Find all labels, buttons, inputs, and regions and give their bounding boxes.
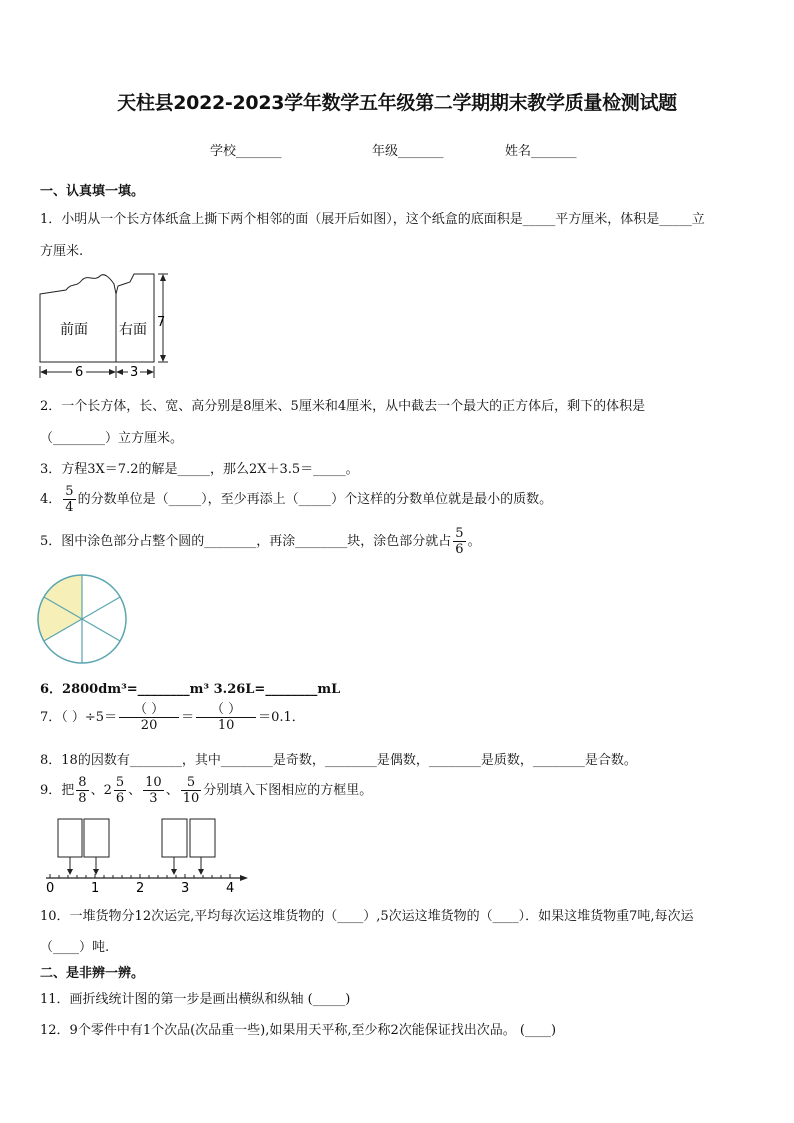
question-10-line2: （____）吨. <box>40 940 110 955</box>
question-3: 3．方程3X＝7.2的解是_____，那么2X＋3.5＝_____。 <box>40 462 359 477</box>
tick-0: 0 <box>46 881 55 896</box>
question-1-line1: 1．小明从一个长方体纸盒上撕下两个相邻的面（展开后如图），这个纸盒的底面积是_____平方厘米，体积是_____立 <box>40 212 705 227</box>
question-1-line2: 方厘米. <box>40 244 84 259</box>
number-line-figure <box>36 816 252 896</box>
front-face-label: 前面 <box>60 322 88 338</box>
question-2-line2: （________）立方厘米。 <box>40 431 184 446</box>
question-4 <box>40 484 552 515</box>
question-7: 7．（ ）÷5＝ $\frac{( )}{20}$ ＝ $\frac{( )}{10}$ ＝0.1． <box>40 702 305 733</box>
tick-1: 1 <box>91 881 100 896</box>
school-field: 学校_______ <box>210 144 282 159</box>
fig-width1-label: 6 <box>75 365 84 380</box>
question-5-text: 5．图中涂色部分占整个圆的________，再涂________块，涂色部分就占 <box>40 534 452 549</box>
question-6: 6．2800dm³=________m³ 3.26L=________mL <box>40 682 341 697</box>
question-5: 5．图中涂色部分占整个圆的________，再涂________块，涂色部分就占 $\frac{5}{6}$ 。 <box>40 526 481 557</box>
question-2-line1: 2．一个长方体，长、宽、高分别是8厘米、5厘米和4厘米，从中截去一个最大的正方体后，剩下的体积是 <box>40 399 646 414</box>
page-title: 天柱县2022-2023学年数学五年级第二学期期末教学质量检测试题 <box>117 92 677 114</box>
tick-2: 2 <box>136 881 145 896</box>
question-12: 12．9个零件中有1个次品(次品重一些),如果用天平称,至少称2次能保证找出次品。 (____) <box>40 1023 557 1038</box>
tick-3: 3 <box>181 881 190 896</box>
question-8: 8．18的因数有________，其中________是奇数，________是偶数，________是质数，________是合数。 <box>40 753 637 768</box>
question-11: 11．画折线统计图的第一步是画出横纵和纵轴 (_____) <box>40 992 351 1007</box>
fraction-5-4: $\frac{5}{4}$ <box>65 484 74 515</box>
fig-height-label: 7 <box>157 315 166 330</box>
pie-circle-figure <box>36 573 128 665</box>
question-9: 9．把 $\frac{8}{8}$ 、2 $\frac{5}{6}$ 、 $\frac{10}{3}$ 、 $\frac{5}{10}$ 分别填入下图相应的方框里。 <box>40 775 373 806</box>
fig-width2-label: 3 <box>130 365 139 380</box>
box-net-figure <box>36 268 176 380</box>
question-4-number: 4． <box>40 492 62 507</box>
fraction-blank-10: $\frac{( )}{10}$ <box>196 702 256 733</box>
fraction-blank-20: $\frac{( )}{20}$ <box>119 702 179 733</box>
tick-4: 4 <box>226 881 235 896</box>
fraction-5-6: $\frac{5}{6}$ <box>455 526 464 557</box>
section-1-heading: 一、认真填一填。 <box>40 184 145 199</box>
question-10-line1: 10．一堆货物分12次运完,平均每次运这堆货物的（____）,5次运这堆货物的（____）．如果这堆货物重7吨,每次运 <box>40 909 694 924</box>
right-face-label: 右面 <box>119 322 147 338</box>
grade-field: 年级_______ <box>372 144 444 159</box>
name-field: 姓名_______ <box>505 144 577 159</box>
section-2-heading: 二、是非辨一辨。 <box>40 966 145 981</box>
question-4-text: 的分数单位是（_____），至少再添上（_____）个这样的分数单位就是最小的质数。 <box>77 492 553 507</box>
